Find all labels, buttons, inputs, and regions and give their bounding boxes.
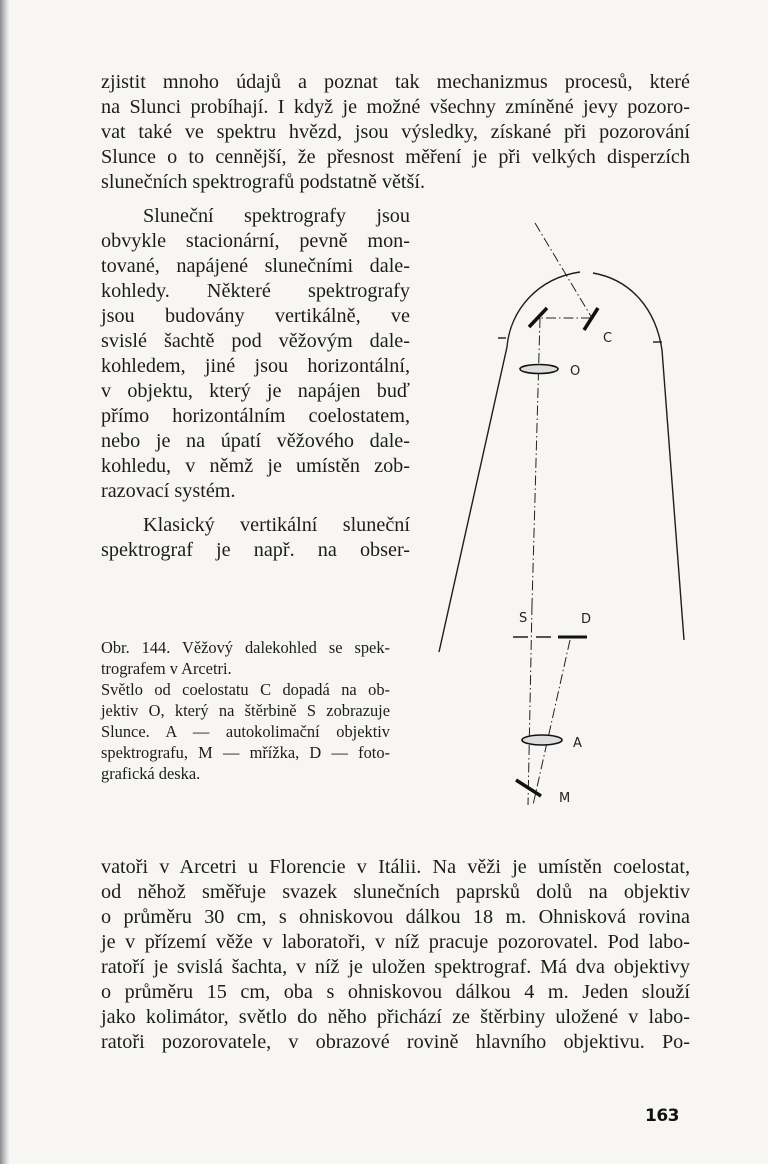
text-line: Slunce o to cennější, že přesnost měření je při velkých disperzích bbox=[101, 146, 690, 168]
text-line: vatoři v Arcetri u Florencie v Itálii. Na věži je umístěn coelostat, bbox=[101, 856, 690, 878]
caption-line: jektiv O, který na štěrbině S zobrazuje bbox=[101, 701, 390, 720]
label-objective: O bbox=[570, 364, 581, 379]
text-line: kohledu, v němž je umístěn zob- bbox=[101, 455, 410, 477]
text-line: na Slunci probíhají. I když je možné všechny zmíněné jevy pozoro- bbox=[101, 96, 690, 118]
text-line: tované, napájené slunečními dale- bbox=[101, 255, 410, 277]
text-line: nebo je na úpatí věžového dale- bbox=[101, 430, 410, 452]
autocollimator-lens-icon bbox=[522, 735, 562, 745]
caption-line: Obr. 144. Věžový dalekohled se spek- bbox=[101, 638, 390, 657]
text-line: je v přízemí věže v laboratoři, v níž pracuje pozorovatel. Pod labo- bbox=[101, 931, 690, 953]
tower-telescope-diagram bbox=[420, 200, 710, 810]
objective-lens-icon bbox=[520, 365, 558, 374]
vertical-axis-ray bbox=[532, 318, 540, 605]
text-line: o průměru 30 cm, s ohniskovou dálkou 18 m. Ohnisková rovina bbox=[101, 906, 690, 928]
tower-wall-right bbox=[662, 350, 684, 640]
text-line: jsou budovány vertikálně, ve bbox=[101, 305, 410, 327]
text-line: obvykle stacionární, pevně mon- bbox=[101, 230, 410, 252]
label-coelostat: C bbox=[603, 331, 613, 346]
label-plate: D bbox=[581, 612, 592, 627]
text-line: spektrograf je např. na obser- bbox=[101, 539, 410, 561]
text-line: od něhož směřuje svazek slunečních paprsků dolů na objektiv bbox=[101, 881, 690, 903]
text-line: vat také ve spektru hvězd, jsou výsledky, získané při pozorování bbox=[101, 121, 690, 143]
caption-line: spektrografu, M — mřížka, D — foto- bbox=[101, 743, 390, 762]
label-slit: S bbox=[519, 611, 528, 626]
caption-line: trografem v Arcetri. bbox=[101, 659, 232, 678]
text-line: zjistit mnoho údajů a poznat tak mechanizmus procesů, které bbox=[101, 71, 690, 93]
grating-to-plate-ray bbox=[533, 640, 570, 805]
text-line: přímo horizontálním coelostatem, bbox=[101, 405, 410, 427]
text-line: jako kolimátor, světlo do něho přichází ze štěrbiny uložené v labo- bbox=[101, 1006, 690, 1028]
text-line: kohledem, jiné jsou horizontální, bbox=[101, 355, 410, 377]
tower-outline bbox=[439, 272, 684, 652]
text-line: v objektu, který je napájen buď bbox=[101, 380, 410, 402]
shaft-ray bbox=[528, 605, 532, 805]
tower-wall-left bbox=[439, 347, 507, 652]
book-binding-shadow bbox=[0, 0, 9, 1164]
text-line: o průměru 15 cm, oba s ohniskovou dálkou 4 m. Jeden slouží bbox=[101, 981, 690, 1003]
label-grating: M bbox=[559, 791, 571, 806]
incoming-ray bbox=[535, 223, 592, 318]
page-number: 163 bbox=[645, 1106, 679, 1126]
text-line: ratoří je svislá šachta, v níž je uložen spektrograf. Má dva objektivy bbox=[101, 956, 690, 978]
coelostat-mirror-icon bbox=[584, 308, 598, 330]
text-line: ratoři pozorovatele, v obrazové rovině hlavního objektivu. Po- bbox=[101, 1031, 690, 1053]
secondary-mirror bbox=[529, 308, 547, 327]
text-line: slunečních spektrografů podstatně větší. bbox=[101, 171, 426, 193]
text-line: Sluneční spektrografy jsou bbox=[143, 205, 410, 227]
text-line: kohledy. Některé spektrografy bbox=[101, 280, 410, 302]
caption-line: Světlo od coelostatu C dopadá na ob- bbox=[101, 680, 390, 699]
text-line: razovací systém. bbox=[101, 480, 236, 502]
light-path bbox=[528, 223, 592, 805]
text-line: Klasický vertikální sluneční bbox=[143, 514, 410, 536]
text-line: svislé šachtě pod věžovým dale- bbox=[101, 330, 410, 352]
label-autocollimator: A bbox=[573, 736, 582, 751]
caption-line: grafická deska. bbox=[101, 764, 201, 783]
caption-line: Slunce. A — autokolimační objektiv bbox=[101, 722, 390, 741]
